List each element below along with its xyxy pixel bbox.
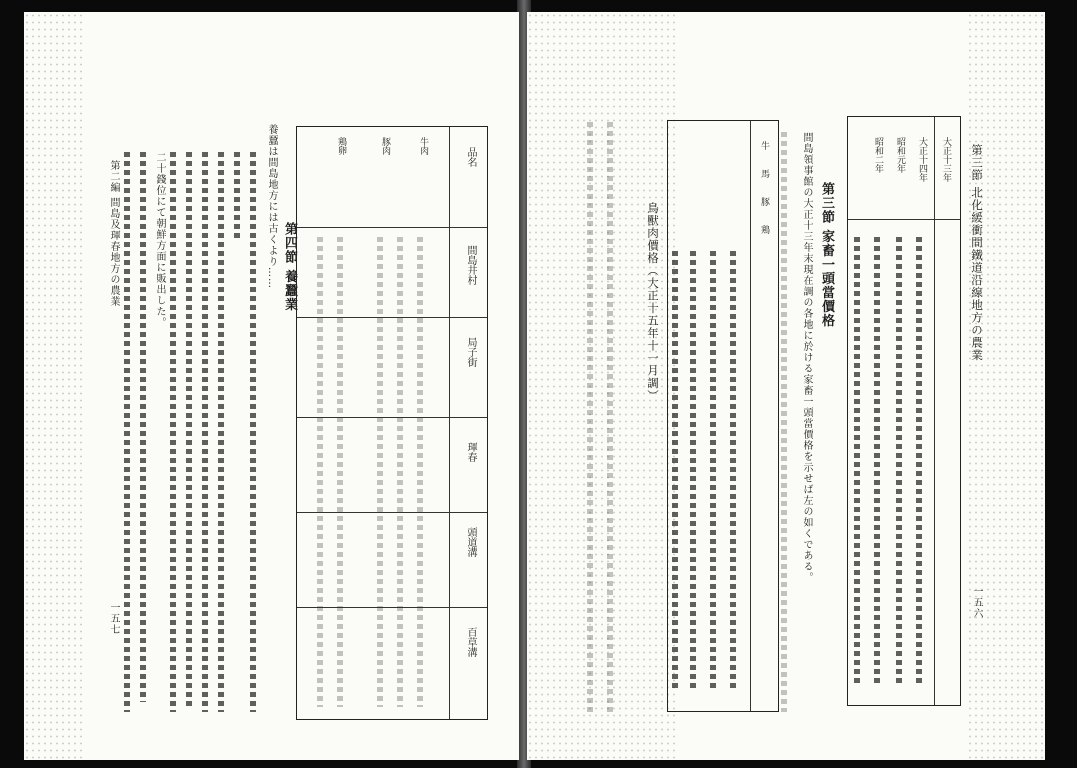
text-column — [186, 152, 192, 707]
table-item: 豚肉 — [380, 137, 390, 155]
right-page — [527, 12, 1045, 760]
page-number: 一五七 — [108, 602, 119, 635]
animal-label: 鶏 — [759, 225, 769, 234]
price-table — [296, 126, 488, 720]
livestock-count-table — [847, 116, 961, 706]
text-column — [124, 152, 130, 712]
table-values — [874, 237, 880, 687]
text-column — [234, 152, 240, 242]
left-page — [24, 12, 519, 760]
table-header: 間島井村 — [465, 245, 476, 285]
year-label: 大正十三年 — [941, 137, 951, 182]
text-column — [587, 122, 593, 712]
text-column — [140, 152, 146, 702]
animal-label: 馬 — [759, 169, 769, 178]
text-column — [607, 122, 613, 712]
table-values — [397, 237, 403, 707]
text-column — [250, 152, 256, 712]
text-column — [781, 132, 787, 712]
animal-label: 豚 — [759, 197, 769, 206]
section-title: 第三節 家畜一頭當價格 — [819, 182, 834, 328]
table-item: 牛肉 — [418, 137, 428, 155]
table-values — [710, 251, 716, 691]
paragraph-end-line: 二十錢位にて朝鮮方面に販出した。 — [154, 152, 165, 328]
table-values — [337, 237, 343, 707]
year-label: 昭和二年 — [873, 137, 883, 173]
paper-texture — [967, 12, 1045, 760]
year-label: 大正十四年 — [917, 137, 927, 182]
table-header: 百草溝 — [465, 627, 476, 657]
chapter-header: 第三節 北化緩衝間鐵道沿線地方の農業 — [970, 144, 984, 362]
meat-price-table — [667, 120, 779, 712]
table-header: 品名 — [465, 147, 476, 167]
table-values — [916, 237, 922, 687]
table-values — [854, 237, 860, 687]
table-values — [690, 251, 696, 691]
table-caption: 鳥獸肉價格（大正十五年十一月調） — [646, 202, 660, 402]
table-values — [377, 237, 383, 707]
text-column — [218, 152, 224, 712]
text-column — [170, 152, 176, 712]
table-values — [317, 237, 323, 707]
page-number: 一五六 — [971, 586, 982, 619]
table-values — [417, 237, 423, 707]
animal-label: 牛 — [759, 141, 769, 150]
year-label: 昭和元年 — [895, 137, 905, 173]
table-values — [896, 237, 902, 687]
running-header: 第二編 間島及琿春地方の農業 — [108, 160, 119, 308]
paragraph-start-line: 養蠶は間島地方には古くより…… — [266, 124, 277, 289]
table-item: 鶏卵 — [336, 137, 346, 155]
section-title: 第四節 養蠶業 — [282, 222, 297, 312]
table-values — [730, 251, 736, 691]
table-header: 局子街 — [465, 337, 476, 367]
table-header: 琿春 — [465, 442, 476, 462]
text-column — [202, 152, 208, 712]
intro-line: 間島領事館の大正十三年末現在調の各地に於ける家畜一頭當價格を示せば左の如くである。 — [801, 132, 812, 583]
table-values — [672, 251, 678, 691]
table-header: 頭道溝 — [465, 527, 476, 557]
paper-texture — [24, 12, 84, 760]
